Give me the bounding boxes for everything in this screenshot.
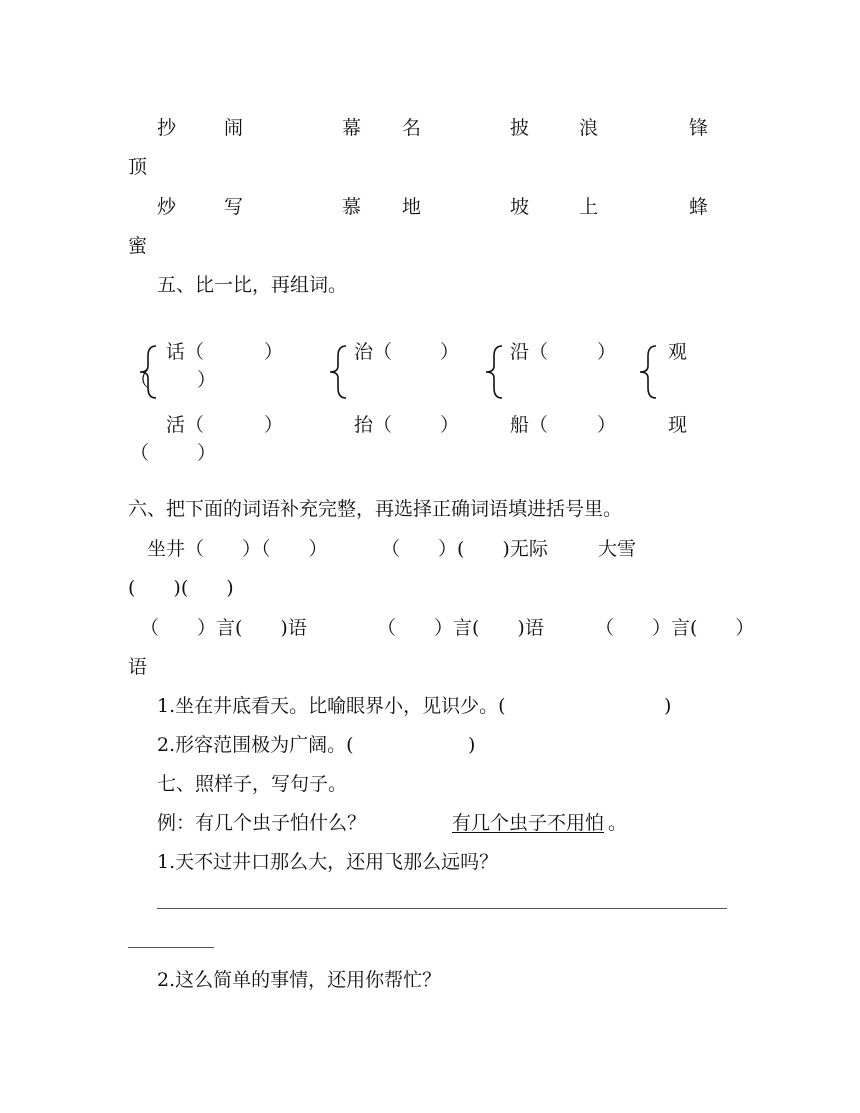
idiom-zuo-jing: 坐井（ ）（ ） <box>147 538 328 560</box>
brace-3 <box>482 344 506 400</box>
word-nao: 闹 <box>224 117 244 139</box>
idiom-wu-ji: （ ）( )无际 <box>381 538 548 560</box>
compare-hua-top: 话（ <box>166 341 205 363</box>
brace-4 <box>636 344 660 400</box>
word-ming: 名 <box>402 117 422 139</box>
idiom-da-xue: 大雪 <box>598 538 637 560</box>
word-chao-2: 炒 <box>157 196 177 218</box>
answer-line-1-wrap <box>128 947 214 948</box>
compare-zhi-top: 治（ <box>354 341 393 363</box>
word-po: 坡 <box>510 196 530 218</box>
word-ding: 顶 <box>128 156 148 178</box>
compare-yan-top: 沿（ <box>510 341 549 363</box>
fill-question-2: 2.形容范围极为广阔。( <box>157 734 354 756</box>
word-chao-1: 抄 <box>157 117 177 139</box>
compare-chuan-bottom-close: ） <box>597 414 617 436</box>
compare-chuan-bottom: 船（ <box>510 414 549 436</box>
word-xie: 写 <box>224 196 244 218</box>
compare-wrap-bottom-close: ） <box>197 442 217 464</box>
answer-line-1 <box>157 908 727 909</box>
rewrite-question-1: 1.天不过井口那么大，还用飞那么远吗？ <box>157 851 499 873</box>
idiom-da-xue-blanks: ( )( ) <box>128 577 234 599</box>
compare-zhi-top-close: ） <box>440 341 460 363</box>
compare-tai-bottom: 抬（ <box>354 414 393 436</box>
section-7-title: 七、照样子，写句子。 <box>157 773 348 795</box>
brace-2 <box>326 344 350 400</box>
idiom-yan-yu-1: （ ）言( )语 <box>140 617 307 639</box>
example-end: 。 <box>608 812 628 834</box>
compare-huo-bottom-close: ） <box>264 414 284 436</box>
compare-guan-top: 观 <box>668 341 688 363</box>
rewrite-question-2: 2.这么简单的事情，还用你帮忙？ <box>157 969 442 991</box>
fill-question-2-close: ) <box>468 734 476 756</box>
compare-hua-top-close: ） <box>264 341 284 363</box>
word-mu-1: 幕 <box>342 117 362 139</box>
idiom-yan-yu-3-wrap: 语 <box>128 656 148 678</box>
word-lang: 浪 <box>579 117 599 139</box>
word-mu-2: 慕 <box>342 196 362 218</box>
compare-wrap-top-close: ） <box>197 369 217 391</box>
word-shang: 上 <box>579 196 599 218</box>
fill-question-1: 1.坐在井底看天。比喻眼界小，见识少。( <box>157 695 506 717</box>
idiom-yan-yu-2: （ ）言( )语 <box>377 617 544 639</box>
example-answer: 有几个虫子不用怕 <box>452 812 605 834</box>
compare-huo-bottom: 活（ <box>166 414 205 436</box>
compare-wrap-bottom-open: （ <box>130 442 150 464</box>
compare-tai-bottom-close: ） <box>440 414 460 436</box>
compare-xian-bottom: 现 <box>668 414 688 436</box>
word-feng-2: 蜂 <box>689 196 709 218</box>
section-6-title: 六、把下面的词语补充完整，再选择正确词语填进括号里。 <box>128 498 623 520</box>
word-pi: 披 <box>510 117 530 139</box>
example-label: 例：有几个虫子怕什么？ <box>157 812 367 834</box>
word-mi: 蜜 <box>128 235 148 257</box>
compare-yan-top-close: ） <box>597 341 617 363</box>
idiom-yan-yu-3: （ ）言( ） <box>595 617 755 639</box>
section-5-title: 五、比一比，再组词。 <box>157 274 348 296</box>
compare-wrap-top-open: （ <box>130 369 150 391</box>
word-di: 地 <box>402 196 422 218</box>
word-feng-1: 锋 <box>689 117 709 139</box>
fill-question-1-close: ) <box>664 695 672 717</box>
